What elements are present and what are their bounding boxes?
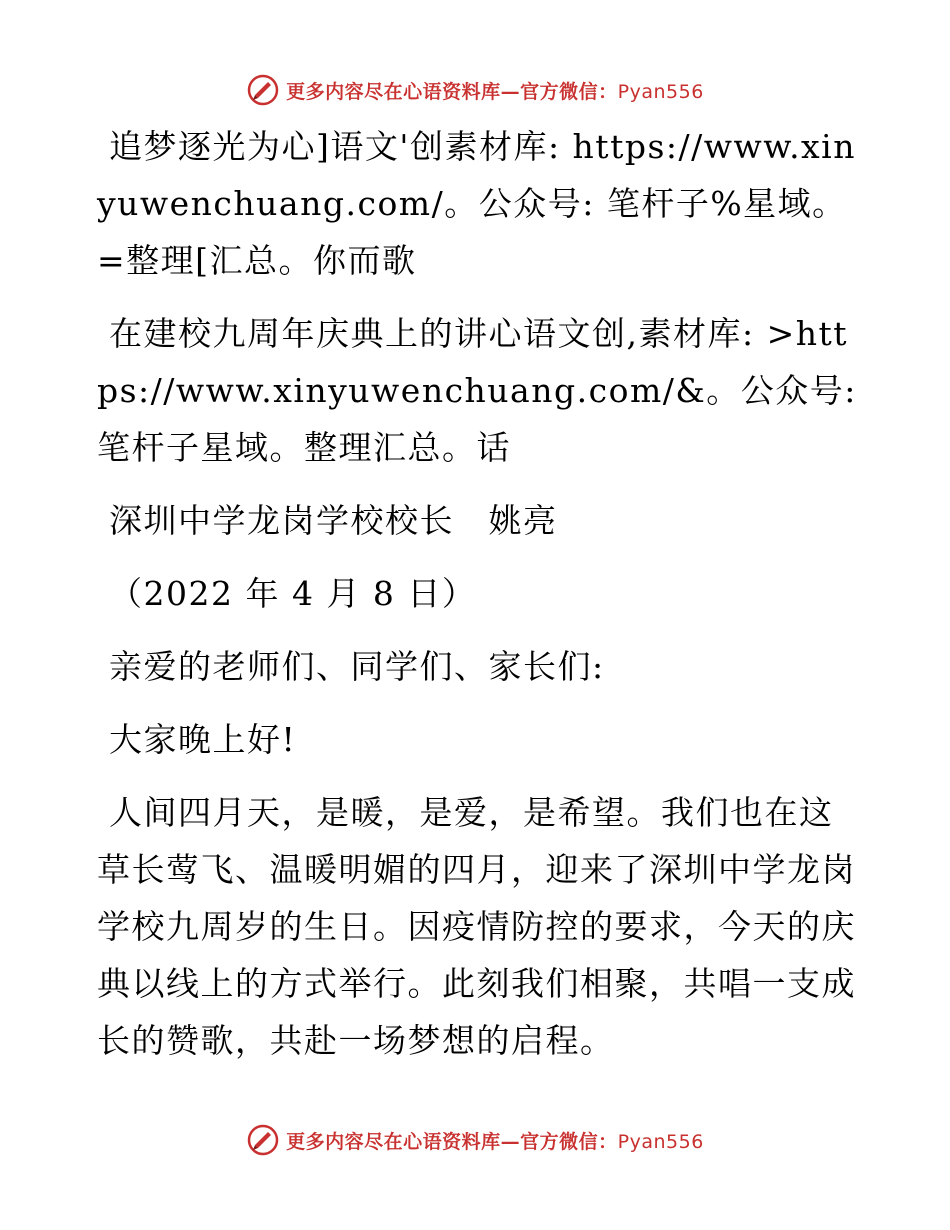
- paragraph-body: 人间四月天，是暖，是爱，是希望。我们也在这草长莺飞、温暖明媚的四月，迎来了深圳中学龙岗学校九周岁的生日。因疫情防控的要求，今天的庆典以线上的方式举行。此刻我们相聚，共唱一支成长的赞歌，共赴一场梦想的启程。: [97, 793, 856, 1060]
- logo-seal-icon: [246, 73, 280, 107]
- footer-watermark: [0, 1120, 950, 1160]
- watermark-label: 更多内容尽在心语资料库—官方微信：: [286, 1130, 618, 1153]
- watermark-text: [286, 77, 704, 104]
- logo-seal-icon: [246, 1123, 280, 1157]
- document-body: [97, 118, 857, 1085]
- paragraph-speaker: 深圳中学龙岗学校校长 姚亮: [109, 501, 558, 540]
- paragraph-source-note-2: 在建校九周年庆典上的讲心语文创,素材库: >https://www.xinyuwenchuang.com/&。公众号: 笔杆子星域。整理汇总。话: [97, 314, 857, 467]
- watermark-text: [286, 1127, 704, 1154]
- watermark-handle: Pyan556: [617, 80, 704, 103]
- paragraph-salutation: 亲爱的老师们、同学们、家长们:: [109, 647, 605, 686]
- watermark-label: 更多内容尽在心语资料库—官方微信：: [286, 80, 618, 103]
- header-watermark: [0, 70, 950, 110]
- watermark-handle: Pyan556: [617, 1130, 704, 1153]
- paragraph-date: （2022 年 4 月 8 日）: [109, 574, 477, 613]
- paragraph-greeting: 大家晚上好!: [109, 720, 297, 759]
- paragraph-source-note-1: 追梦逐光为心]语文'创素材库: https://www.xinyuwenchuang.com/。公众号: 笔杆子%星域。=整理[汇总。你而歌: [97, 127, 856, 280]
